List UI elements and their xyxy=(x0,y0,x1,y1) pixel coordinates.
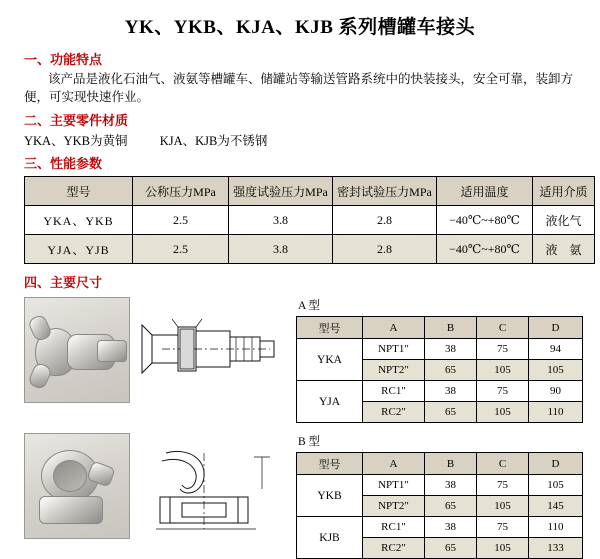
cell-seal-test: 2.8 xyxy=(333,206,437,235)
table-row xyxy=(297,517,583,538)
section-heading-performance: 三、性能参数 xyxy=(24,156,103,172)
table-header-row xyxy=(297,317,583,339)
section-heading-materials: 二、主要零件材质 xyxy=(24,113,129,129)
col-header-d: D xyxy=(529,317,583,339)
cell-c: 105 xyxy=(477,360,529,381)
cell-c: 75 xyxy=(477,339,529,360)
cell-temperature: −40℃~+80℃ xyxy=(437,206,533,235)
cell-strength-test: 3.8 xyxy=(229,235,333,264)
cell-a: RC2" xyxy=(363,402,425,423)
cell-d: 105 xyxy=(529,360,583,381)
col-header-b: B xyxy=(425,453,477,475)
table-header-row xyxy=(25,177,595,206)
cell-b: 65 xyxy=(425,402,477,423)
dimensions-row-a xyxy=(24,297,596,423)
table-header-row xyxy=(297,453,583,475)
dimensions-table-a xyxy=(296,316,583,423)
performance-table xyxy=(24,176,595,264)
cell-model: YKA、YKB xyxy=(25,206,133,235)
cell-c: 75 xyxy=(477,475,529,496)
col-header-seal-test: 密封试验压力MPa xyxy=(333,177,437,206)
cell-b: 38 xyxy=(425,517,477,538)
cell-c: 105 xyxy=(477,538,529,559)
cell-b: 38 xyxy=(425,381,477,402)
cell-a: NPT1" xyxy=(363,339,425,360)
col-header-nominal-pressure: 公称压力MPa xyxy=(133,177,229,206)
dimensions-table-b xyxy=(296,452,583,559)
table-row xyxy=(297,339,583,360)
cell-a: RC1" xyxy=(363,517,425,538)
cell-seal-test: 2.8 xyxy=(333,235,437,264)
materials-line xyxy=(24,131,584,149)
table-row xyxy=(297,381,583,402)
line-drawing-a xyxy=(136,297,286,401)
dimensions-row-b xyxy=(24,433,596,559)
page-title: YK、YKB、KJA、KJB 系列槽罐车接头 xyxy=(124,17,476,38)
features-paragraph: 该产品是液化石油气、液氨等槽罐车、储罐站等输送管路系统中的快装接头，安全可靠，装卸方便，可实现快速作业。 xyxy=(24,72,574,105)
cell-d: 133 xyxy=(529,538,583,559)
cell-d: 105 xyxy=(529,475,583,496)
cell-strength-test: 3.8 xyxy=(229,206,333,235)
cell-b: 38 xyxy=(425,475,477,496)
cell-a: RC2" xyxy=(363,538,425,559)
col-header-d: D xyxy=(529,453,583,475)
col-header-b: B xyxy=(425,317,477,339)
materials-right: KJA、KJB为不锈钢 xyxy=(159,134,268,149)
cell-medium: 液 氨 xyxy=(533,235,595,264)
cell-d: 145 xyxy=(529,496,583,517)
col-header-model: 型号 xyxy=(297,317,363,339)
cell-b: 38 xyxy=(425,339,477,360)
cell-a: NPT1" xyxy=(363,475,425,496)
dimensions-table-b-block xyxy=(296,433,583,559)
cell-b: 65 xyxy=(425,360,477,381)
type-label-a: A 型 xyxy=(298,300,321,313)
dimensions-area xyxy=(24,297,596,559)
cell-c: 105 xyxy=(477,402,529,423)
table-row xyxy=(25,235,595,264)
col-header-strength-test: 强度试验压力MPa xyxy=(229,177,333,206)
document-page xyxy=(0,12,600,555)
cell-d: 94 xyxy=(529,339,583,360)
cell-b: 65 xyxy=(425,496,477,517)
cell-a: NPT2" xyxy=(363,496,425,517)
cell-d: 90 xyxy=(529,381,583,402)
line-drawing-b xyxy=(136,433,286,537)
photo-coupling-a xyxy=(24,297,130,403)
col-header-c: C xyxy=(477,453,529,475)
cell-nominal-pressure: 2.5 xyxy=(133,206,229,235)
table-row xyxy=(297,475,583,496)
cell-a: NPT2" xyxy=(363,360,425,381)
cell-temperature: −40℃~+80℃ xyxy=(437,235,533,264)
section-heading-dimensions: 四、主要尺寸 xyxy=(24,275,103,291)
col-header-model: 型号 xyxy=(25,177,133,206)
col-header-medium: 适用介质 xyxy=(533,177,595,206)
cell-b: 65 xyxy=(425,538,477,559)
col-header-model: 型号 xyxy=(297,453,363,475)
cell-nominal-pressure: 2.5 xyxy=(133,235,229,264)
section-heading-features: 一、功能特点 xyxy=(24,52,103,67)
cell-d: 110 xyxy=(529,402,583,423)
col-header-c: C xyxy=(477,317,529,339)
col-header-a: A xyxy=(363,317,425,339)
cell-a: RC1" xyxy=(363,381,425,402)
col-header-a: A xyxy=(363,453,425,475)
cell-model: YJA xyxy=(297,381,363,423)
cell-d: 110 xyxy=(529,517,583,538)
dimensions-table-a-block xyxy=(296,297,583,423)
materials-left: YKA、YKB为黄铜 xyxy=(24,134,128,149)
cell-model: YKA xyxy=(297,339,363,381)
type-label-b: B 型 xyxy=(298,436,321,449)
photo-coupling-b xyxy=(24,433,130,539)
cell-model: KJB xyxy=(297,517,363,559)
cell-c: 75 xyxy=(477,381,529,402)
col-header-temperature: 适用温度 xyxy=(437,177,533,206)
cell-medium: 液化气 xyxy=(533,206,595,235)
cell-model: YJA、YJB xyxy=(25,235,133,264)
cell-c: 75 xyxy=(477,517,529,538)
cell-model: YKB xyxy=(297,475,363,517)
table-row xyxy=(25,206,595,235)
cell-c: 105 xyxy=(477,496,529,517)
